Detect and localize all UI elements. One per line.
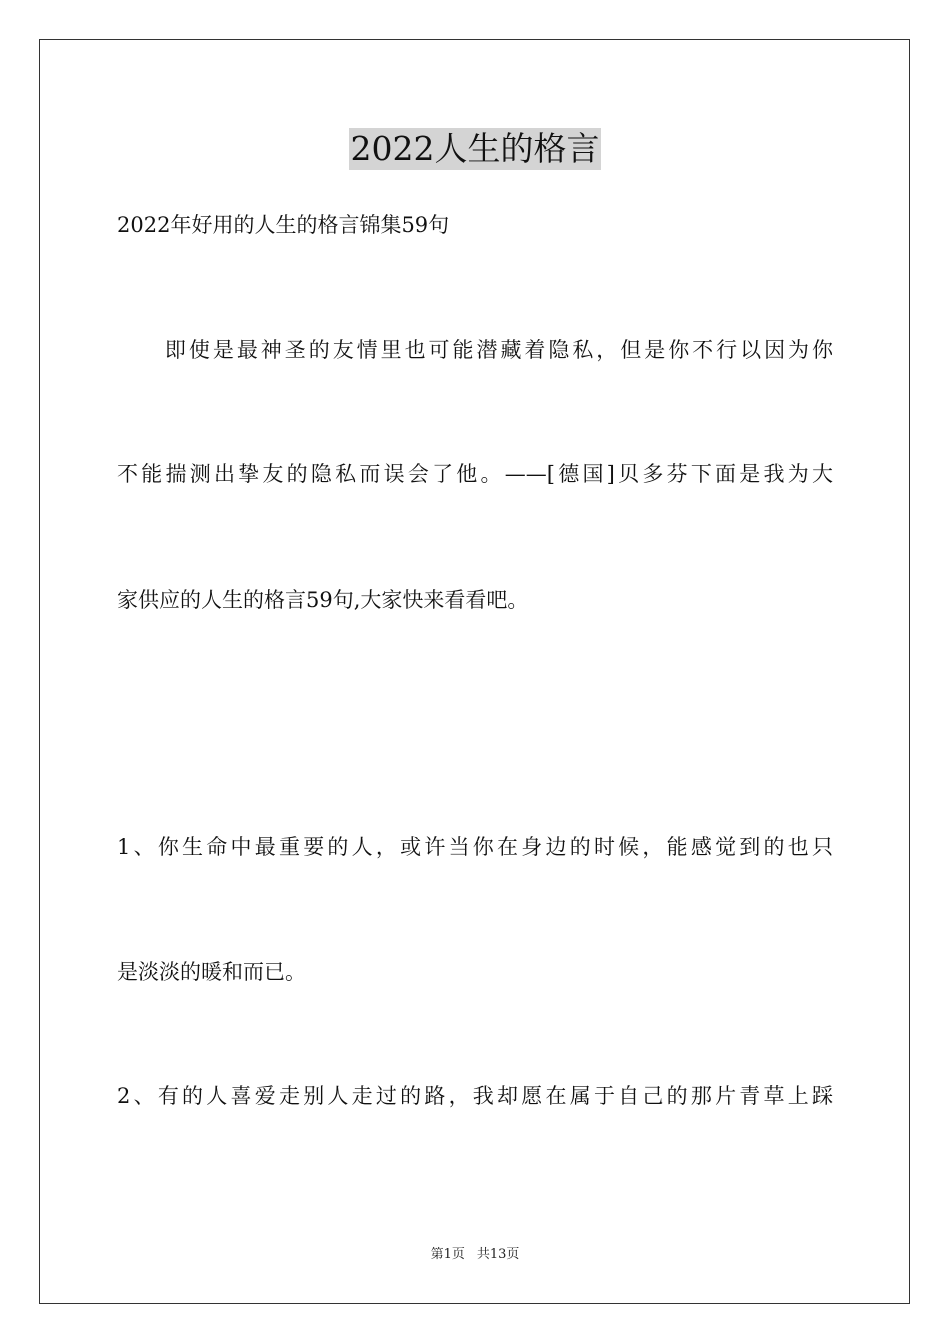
quote-1-line-1: 1、你生命中最重要的人，或许当你在身边的时候，能感觉到的也只	[117, 835, 833, 859]
quote-1-line-2: 是淡淡的暖和而已。	[117, 960, 306, 984]
quote-2-line-1: 2、有的人喜爱走别人走过的路，我却愿在属于自己的那片青草上踩	[117, 1084, 833, 1108]
paragraph-line-3: 家供应的人生的格言59句,大家快来看看吧。	[117, 588, 529, 612]
document-title: 2022人生的格言	[350, 129, 600, 168]
page-total: 共13页	[476, 1247, 520, 1262]
paragraph-line-1: 即使是最神圣的友情里也可能潜藏着隐私，但是你不行以因为你	[117, 338, 833, 362]
page-footer	[0, 1246, 950, 1264]
title-container	[0, 128, 950, 170]
page-number: 第1页	[430, 1247, 465, 1262]
paragraph-line-2: 不能揣测出挚友的隐私而误会了他。——[德国]贝多芬下面是我为大	[117, 462, 833, 486]
document-subtitle: 2022年好用的人生的格言锦集59句	[117, 213, 450, 237]
